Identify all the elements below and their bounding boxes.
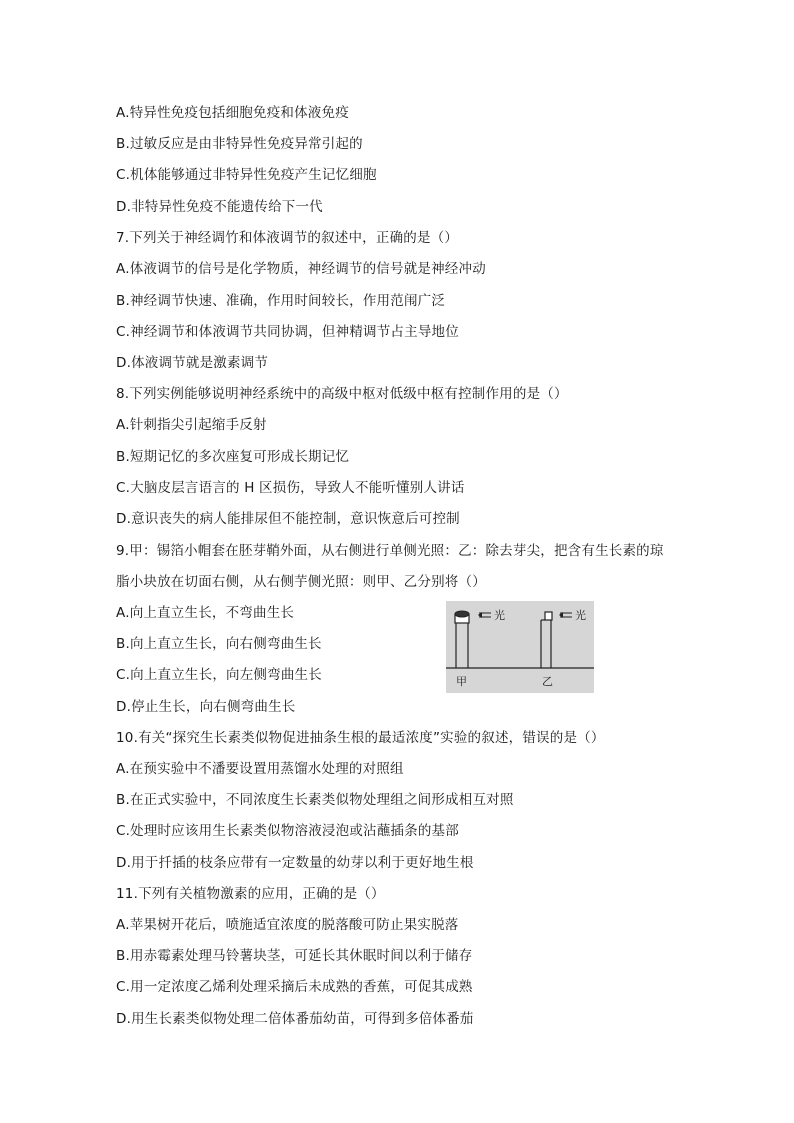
option-5b: B.过敏反应是由非特异性免疫异常引起的 — [116, 136, 363, 152]
option-7b: B.神经调节快速、准确，作用时间较长，作用范闱广泛 — [116, 293, 446, 309]
option-9d: D.停止生长，向右侧弯曲生长 — [116, 699, 296, 715]
question-8: 8.下列实例能够说明神经系统中的高级中枢对低级中枢有控制作用的是（） — [116, 386, 568, 402]
phototropism-diagram — [446, 601, 594, 693]
option-7d: D.体液调节就是激素调节 — [116, 355, 269, 371]
agar-block — [545, 612, 552, 620]
question-11: 11.下列有关植物激素的应用，正确的是（） — [116, 886, 385, 902]
option-5c: C.机体能够通过非特异性免疫产生记忆细胞 — [116, 167, 377, 183]
option-7c: C.神经调节和体液调节共同协调，但神精调节占主导地位 — [116, 324, 459, 340]
option-9a: A.向上直立生长，不弯曲生长 — [116, 605, 295, 621]
option-8b: B.短期记忆的多次座复可形成长期记忆 — [116, 449, 350, 465]
question-9-line1: 9.甲：锡箔小帽套在胚芽鞘外面，从右侧进行单侧光照：乙：除去芽尖，把含有生长素的琼 — [116, 543, 664, 559]
option-7a: A.体液调节的信号是化学物质，神经调节的信号就是神经冲动 — [116, 261, 486, 277]
option-8d: D.意识丧失的病人能排尿但不能控制，意识恢意后可控制 — [116, 511, 460, 527]
question-10: 10.有关“探究生长素类似物促进抽条生根的最适浓度”实验的叙述，错误的是（） — [116, 730, 605, 746]
caption-jia: 甲 — [456, 675, 467, 688]
option-9b: B.向上直立生长，向右侧弯曲生长 — [116, 636, 322, 652]
option-9c: C.向上直立生长，向左侧弯曲生长 — [116, 667, 322, 683]
light-label-jia: 光 — [494, 609, 505, 622]
question-7: 7.下列关于神经调竹和体液调节的叙述中，正确的是（） — [116, 230, 459, 246]
option-5d: D.非特异性免疫不能遗传给下一代 — [116, 199, 323, 215]
option-8c: C.大脑皮层言语言的 H 区损伤，导致人不能听懂别人讲话 — [116, 480, 465, 496]
option-5a: A.特异性免疫包括细胞免疫和体液免疫 — [116, 105, 349, 121]
light-label-yi: 光 — [575, 609, 586, 622]
option-10a: A.在预实验中不潘要设置用蒸馏水处理的对照组 — [116, 761, 404, 777]
option-11d: D.用生长素类似物处理二倍体番茄幼苗，可得到多倍体番茄 — [116, 1011, 474, 1027]
option-10d: D.用于扦插的枝条应带有一定数量的幼芽以利于更好地生根 — [116, 855, 474, 871]
caption-yi: 乙 — [542, 675, 553, 688]
option-10b: B.在正式实验中，不同浓度生长素类似物处理组之间形成相互对照 — [116, 792, 514, 808]
question-9-line2: 脂小块放在切面右侧，从右侧芋侧光照：则甲、乙分别将（） — [116, 574, 486, 590]
foil-cap-top — [455, 611, 469, 617]
option-11b: B.用赤霉素处理马铃薯块茎，可延长其休眠时间以利于储存 — [116, 948, 473, 964]
option-11a: A.苹果树开花后，喷施适宜浓度的脱落酸可防止果实脱落 — [116, 917, 459, 933]
phototropism-figure — [446, 601, 594, 693]
option-8a: A.针刺指尖引起缩手反射 — [116, 417, 267, 433]
option-10c: C.处理时应该用生长素类似物溶液浸泡或沾蘸插条的基部 — [116, 823, 459, 839]
option-11c: C.用一定浓度乙烯利处理采摘后未成熟的香蕉，可促其成熟 — [116, 979, 473, 995]
